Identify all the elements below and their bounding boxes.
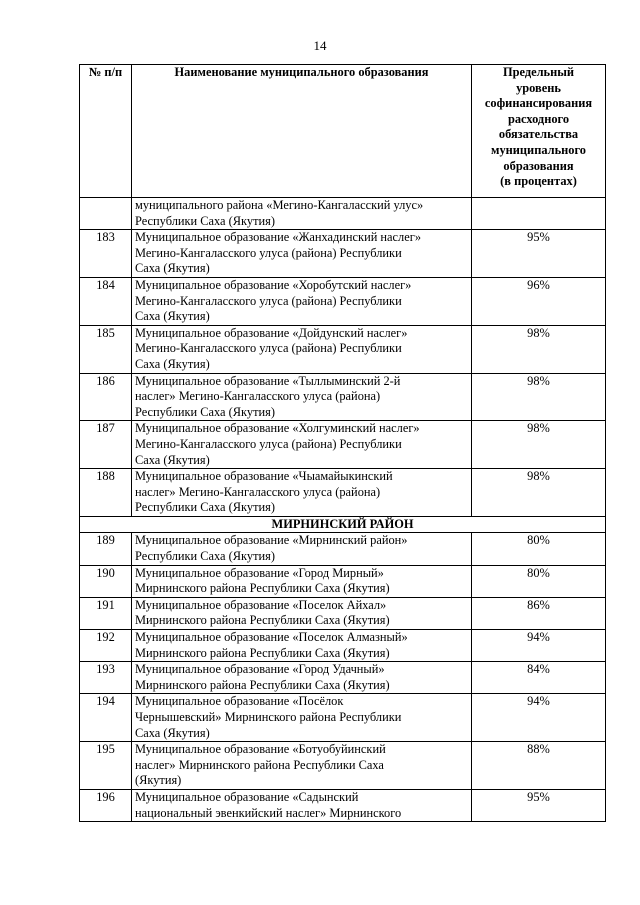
text-line: уровень bbox=[516, 80, 561, 95]
section-row bbox=[80, 516, 606, 533]
municipality-name bbox=[132, 742, 472, 790]
table-row bbox=[80, 230, 606, 278]
text-line: Мирнинского района Республики Саха (Якутия) bbox=[135, 581, 390, 596]
row-number: 187 bbox=[80, 421, 132, 469]
row-number: 184 bbox=[80, 277, 132, 325]
section-title: МИРНИНСКИЙ РАЙОН bbox=[80, 516, 606, 533]
cofinancing-percent: 84% bbox=[472, 662, 606, 694]
cofinancing-percent: 80% bbox=[472, 533, 606, 565]
row-number: 193 bbox=[80, 662, 132, 694]
table-row bbox=[80, 694, 606, 742]
text-line: (в процентах) bbox=[500, 174, 577, 189]
row-number: 190 bbox=[80, 565, 132, 597]
continuation-num-cell bbox=[80, 198, 132, 230]
municipality-name bbox=[132, 230, 472, 278]
text-line: Республики Саха (Якутия) bbox=[135, 404, 275, 419]
table-header-row bbox=[80, 65, 606, 198]
text-line: наслег» Мегино-Кангаласского улуса (района) bbox=[135, 484, 381, 499]
municipality-name bbox=[132, 597, 472, 629]
text-line: Мирнинского района Республики Саха (Якутия) bbox=[135, 613, 390, 628]
row-number: 195 bbox=[80, 742, 132, 790]
text-line: Мирнинского района Республики Саха (Якутия) bbox=[135, 677, 390, 692]
row-number: 185 bbox=[80, 325, 132, 373]
row-number: 189 bbox=[80, 533, 132, 565]
table-row bbox=[80, 325, 606, 373]
cofinancing-percent: 98% bbox=[472, 373, 606, 421]
text-line: муниципального района «Мегино-Кангаласский улус» bbox=[135, 198, 424, 212]
municipality-name bbox=[132, 373, 472, 421]
text-line: Муниципальное образование «Холгуминский наслег» bbox=[135, 421, 420, 436]
text-line: Саха (Якутия) bbox=[135, 309, 210, 324]
municipality-name bbox=[132, 277, 472, 325]
text-line: Муниципальное образование «Чыамайыкинский bbox=[135, 469, 393, 484]
cofinancing-percent: 98% bbox=[472, 421, 606, 469]
table-row bbox=[80, 597, 606, 629]
municipality-name bbox=[132, 325, 472, 373]
text-line: Республики Саха (Якутия) bbox=[135, 549, 275, 564]
text-line: Республики Саха (Якутия) bbox=[135, 500, 275, 515]
header-num: № п/п bbox=[80, 65, 132, 198]
text-line: муниципального bbox=[491, 142, 586, 157]
table-row bbox=[80, 469, 606, 517]
text-line: Саха (Якутия) bbox=[135, 356, 210, 371]
municipality-name bbox=[132, 533, 472, 565]
municipality-name bbox=[132, 565, 472, 597]
cofinancing-percent: 98% bbox=[472, 469, 606, 517]
text-line: Мегино-Кангаласского улуса (района) Республики bbox=[135, 341, 402, 356]
header-level bbox=[472, 65, 606, 198]
page-number: 14 bbox=[313, 38, 327, 53]
cofinancing-percent: 96% bbox=[472, 277, 606, 325]
cofinancing-percent: 80% bbox=[472, 565, 606, 597]
table-row bbox=[80, 421, 606, 469]
row-number: 191 bbox=[80, 597, 132, 629]
text-line: Мирнинского района Республики Саха (Якутия) bbox=[135, 645, 390, 660]
row-number: 186 bbox=[80, 373, 132, 421]
text-line: Муниципальное образование «Поселок Алмазный» bbox=[135, 630, 408, 645]
cofinancing-percent: 86% bbox=[472, 597, 606, 629]
table-row bbox=[80, 565, 606, 597]
text-line: Саха (Якутия) bbox=[135, 725, 210, 740]
cofinancing-percent: 94% bbox=[472, 630, 606, 662]
text-line: Муниципальное образование «Поселок Айхал» bbox=[135, 597, 387, 612]
text-line: Саха (Якутия) bbox=[135, 452, 210, 467]
text-line: Муниципальное образование «Город Мирный» bbox=[135, 565, 384, 580]
text-line: Мегино-Кангаласского улуса (района) Республики bbox=[135, 293, 402, 308]
text-line: (Якутия) bbox=[135, 773, 182, 788]
table-row bbox=[80, 789, 606, 821]
cofinancing-percent: 95% bbox=[472, 789, 606, 821]
municipality-name bbox=[132, 630, 472, 662]
text-line: Саха (Якутия) bbox=[135, 261, 210, 276]
municipality-name bbox=[132, 662, 472, 694]
row-number: 188 bbox=[80, 469, 132, 517]
text-line: Предельный bbox=[502, 65, 575, 79]
text-line: Муниципальное образование «Город Удачный» bbox=[135, 662, 385, 677]
row-number: 192 bbox=[80, 630, 132, 662]
text-line: Муниципальное образование «Посёлок bbox=[135, 694, 344, 709]
text-line: Чернышевский» Мирнинского района Республики bbox=[135, 710, 402, 724]
text-line: обязательства bbox=[498, 127, 579, 142]
row-number: 194 bbox=[80, 694, 132, 742]
text-line: софинансирования bbox=[484, 96, 593, 111]
text-line: Муниципальное образование «Дойдунский наслег» bbox=[135, 325, 408, 340]
text-line: наслег» Мегино-Кангаласского улуса (района) bbox=[135, 389, 381, 404]
table-row bbox=[80, 277, 606, 325]
municipality-name bbox=[132, 469, 472, 517]
text-line: наслег» Мирнинского района Республики Саха bbox=[135, 757, 384, 772]
table-row bbox=[80, 373, 606, 421]
cofinancing-percent: 95% bbox=[472, 230, 606, 278]
row-number: 183 bbox=[80, 230, 132, 278]
text-line: Муниципальное образование «Ботуобуйинский bbox=[135, 742, 386, 757]
text-line: Муниципальное образование «Тыллыминский 2-й bbox=[135, 373, 401, 388]
text-line: Муниципальное образование «Мирнинский район» bbox=[135, 533, 408, 548]
text-line: Муниципальное образование «Хоробутский наслег» bbox=[135, 277, 412, 292]
table-row bbox=[80, 533, 606, 565]
text-line: расходного bbox=[507, 111, 570, 126]
table-row bbox=[80, 662, 606, 694]
text-line: Мегино-Кангаласского улуса (района) Республики bbox=[135, 436, 402, 451]
text-line: Республики Саха (Якутия) bbox=[135, 213, 275, 228]
continuation-pct-cell bbox=[472, 198, 606, 230]
row-number: 196 bbox=[80, 789, 132, 821]
header-name: Наименование муниципального образования bbox=[132, 65, 472, 198]
municipality-name bbox=[132, 789, 472, 821]
municipality-name bbox=[132, 694, 472, 742]
cofinancing-percent: 88% bbox=[472, 742, 606, 790]
continuation-name-cell bbox=[132, 198, 472, 230]
text-line: национальный эвенкийский наслег» Мирнинского bbox=[135, 805, 402, 820]
municipality-name bbox=[132, 421, 472, 469]
continuation-row bbox=[80, 198, 606, 230]
municipal-table bbox=[79, 64, 606, 822]
cofinancing-percent: 94% bbox=[472, 694, 606, 742]
cofinancing-percent: 98% bbox=[472, 325, 606, 373]
text-line: Муниципальное образование «Жанхадинский наслег» bbox=[135, 230, 422, 245]
table-row bbox=[80, 630, 606, 662]
text-line: Муниципальное образование «Садынский bbox=[135, 789, 359, 804]
text-line: Мегино-Кангаласского улуса (района) Республики bbox=[135, 245, 402, 260]
text-line: образования bbox=[503, 158, 574, 173]
table-row bbox=[80, 742, 606, 790]
